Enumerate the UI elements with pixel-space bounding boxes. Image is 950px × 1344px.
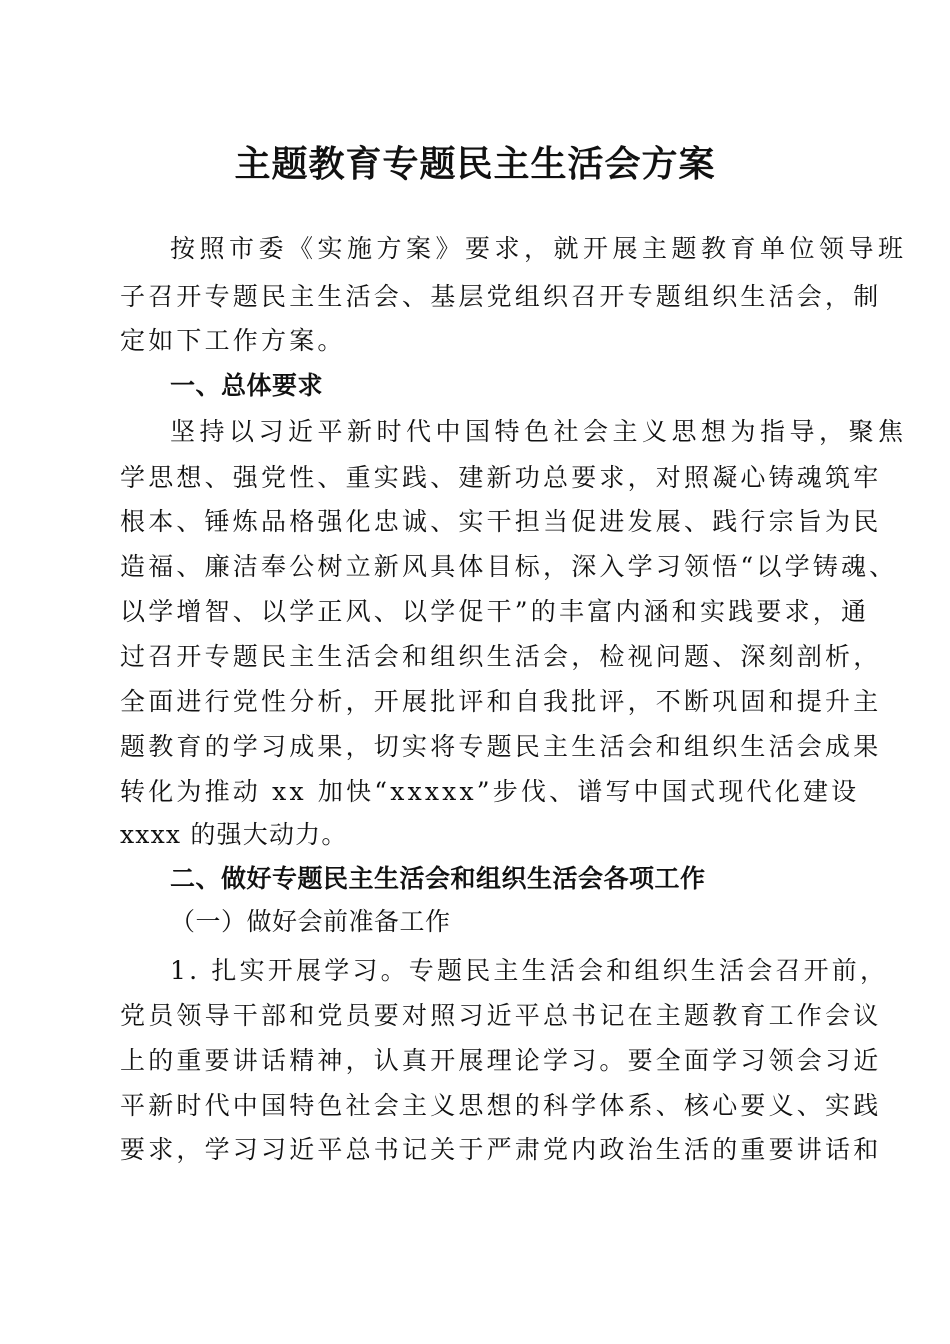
paragraph-line: 题教育的学习成果，切实将专题民主生活会和组织生活会成果 [120, 732, 882, 761]
paragraph-line: 上的重要讲话精神，认真开展理论学习。要全面学习领会习近 [120, 1046, 882, 1075]
paragraph-line: 要求，学习习近平总书记关于严肃党内政治生活的重要讲话和 [120, 1135, 882, 1164]
paragraph-line: 学思想、强党性、重实践、建新功总要求，对照凝心铸魂筑牢 [120, 463, 882, 492]
paragraph-line: 坚持以习近平新时代中国特色社会主义思想为指导，聚焦 [170, 417, 908, 446]
paragraph-line: 全面进行党性分析，开展批评和自我批评，不断巩固和提升主 [120, 687, 882, 716]
section-heading: 一、总体要求 [170, 371, 324, 400]
paragraph-line: 转化为推动 xx 加快“xxxxx”步伐、谱写中国式现代化建设 [120, 777, 860, 806]
paragraph-line: 1. 扎实开展学习。专题民主生活会和组织生活会召开前， [170, 956, 889, 985]
paragraph-line: xxxx 的强大动力。 [120, 820, 348, 849]
paragraph-line: 按照市委《实施方案》要求，就开展主题教育单位领导班 [170, 234, 908, 263]
paragraph-line: 党员领导干部和党员要对照习近平总书记在主题教育工作会议 [120, 1001, 882, 1030]
paragraph-line: 造福、廉洁奉公树立新风具体目标，深入学习领悟“以学铸魂、 [120, 552, 898, 581]
paragraph-line: 过召开专题民主生活会和组织生活会，检视问题、深刻剖析， [120, 642, 882, 671]
document-title: 主题教育专题民主生活会方案 [234, 143, 716, 185]
paragraph-line: 定如下工作方案。 [120, 326, 346, 355]
paragraph-line: 平新时代中国特色社会主义思想的科学体系、核心要义、实践 [120, 1091, 882, 1120]
paragraph-line: 根本、锤炼品格强化忠诚、实干担当促进发展、践行宗旨为民 [120, 507, 882, 536]
subsection-heading: （一）做好会前准备工作 [170, 907, 451, 936]
section-heading: 二、做好专题民主生活会和组织生活会各项工作 [170, 864, 706, 893]
paragraph-line: 子召开专题民主生活会、基层党组织召开专题组织生活会，制 [120, 282, 882, 311]
paragraph-line: 以学增智、以学正风、以学促干”的丰富内涵和实践要求，通 [120, 597, 870, 626]
